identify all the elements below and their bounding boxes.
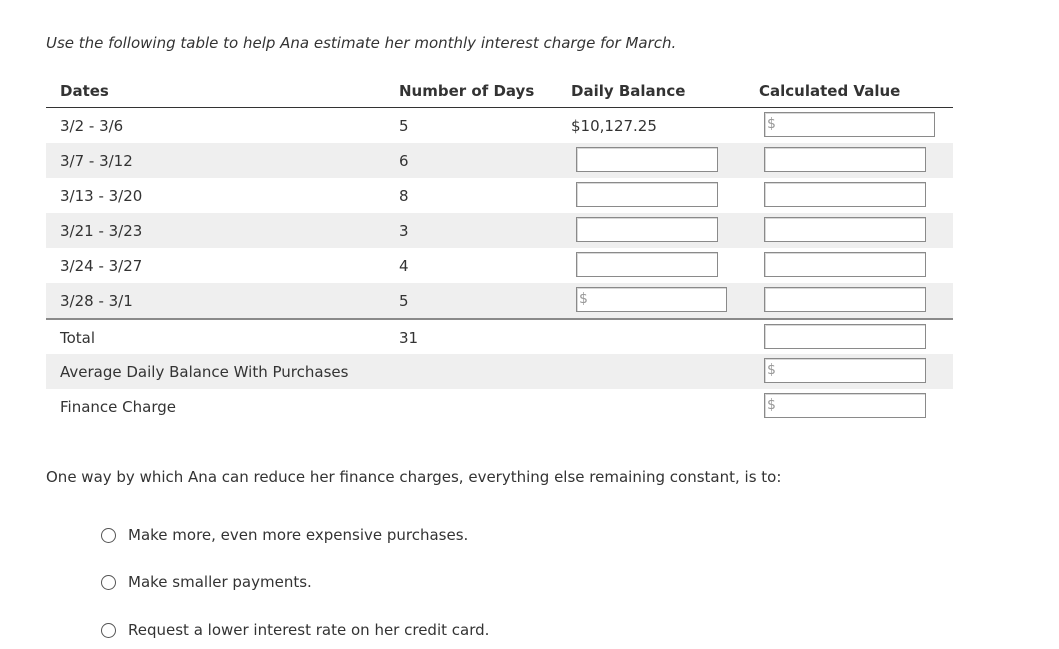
option-lower-interest-rate[interactable] — [101, 620, 489, 640]
calc-value-input[interactable] — [764, 217, 926, 242]
dollar-sign: $ — [767, 362, 776, 378]
table-row — [46, 213, 953, 248]
instructions-text: Use the following table to help Ana estimate her monthly interest charge for March. — [46, 34, 677, 52]
dollar-sign: $ — [579, 291, 588, 307]
radio-button[interactable] — [101, 623, 116, 638]
table-row — [46, 108, 953, 143]
total-calc-input[interactable] — [764, 324, 926, 349]
row-dates: 3/7 - 3/12 — [60, 152, 133, 170]
option-label: Make smaller payments. — [128, 573, 312, 591]
header-balance: Daily Balance — [571, 82, 686, 100]
dollar-sign: $ — [767, 116, 776, 132]
row-days: 5 — [399, 117, 409, 135]
table-row — [46, 283, 953, 318]
calc-value-input[interactable] — [764, 147, 926, 172]
row-dates: 3/13 - 3/20 — [60, 187, 143, 205]
finance-charge-input[interactable] — [764, 393, 926, 418]
total-row — [46, 318, 953, 354]
total-label: Total — [60, 329, 96, 347]
option-label: Request a lower interest rate on her credit card. — [128, 621, 490, 639]
total-days: 31 — [399, 329, 419, 347]
table-row — [46, 178, 953, 213]
finance-charge-label: Finance Charge — [60, 398, 176, 416]
question-text: One way by which Ana can reduce her finance charges, everything else remaining constant, is to: — [46, 468, 782, 486]
table-row — [46, 248, 953, 283]
header-dates: Dates — [60, 82, 109, 100]
row-balance: $10,127.25 — [571, 117, 657, 135]
daily-balance-input[interactable] — [576, 182, 718, 207]
row-days: 8 — [399, 187, 409, 205]
radio-button[interactable] — [101, 575, 116, 590]
avg-daily-balance-input[interactable] — [764, 358, 926, 383]
daily-balance-input[interactable] — [576, 287, 727, 312]
row-dates: 3/28 - 3/1 — [60, 292, 133, 310]
interest-table — [46, 72, 953, 424]
header-calc: Calculated Value — [759, 82, 901, 100]
avg-daily-balance-row — [46, 354, 953, 389]
row-days: 5 — [399, 292, 409, 310]
calc-value-input[interactable] — [764, 252, 926, 277]
calc-value-input[interactable] — [764, 182, 926, 207]
option-label: Make more, even more expensive purchases. — [128, 526, 469, 544]
row-days: 4 — [399, 257, 409, 275]
daily-balance-input[interactable] — [576, 217, 718, 242]
option-smaller-payments[interactable] — [101, 572, 312, 592]
daily-balance-input[interactable] — [576, 147, 718, 172]
calc-value-input[interactable] — [764, 112, 935, 137]
finance-charge-row — [46, 389, 953, 424]
avg-daily-balance-label: Average Daily Balance With Purchases — [60, 363, 349, 381]
row-dates: 3/2 - 3/6 — [60, 117, 124, 135]
daily-balance-input[interactable] — [576, 252, 718, 277]
option-more-purchases[interactable] — [101, 525, 468, 545]
dollar-sign: $ — [767, 397, 776, 413]
row-days: 6 — [399, 152, 409, 170]
row-dates: 3/21 - 3/23 — [60, 222, 143, 240]
calc-value-input[interactable] — [764, 287, 926, 312]
table-header — [46, 72, 953, 108]
table-row — [46, 143, 953, 178]
radio-button[interactable] — [101, 528, 116, 543]
header-days: Number of Days — [399, 82, 535, 100]
row-days: 3 — [399, 222, 409, 240]
row-dates: 3/24 - 3/27 — [60, 257, 143, 275]
